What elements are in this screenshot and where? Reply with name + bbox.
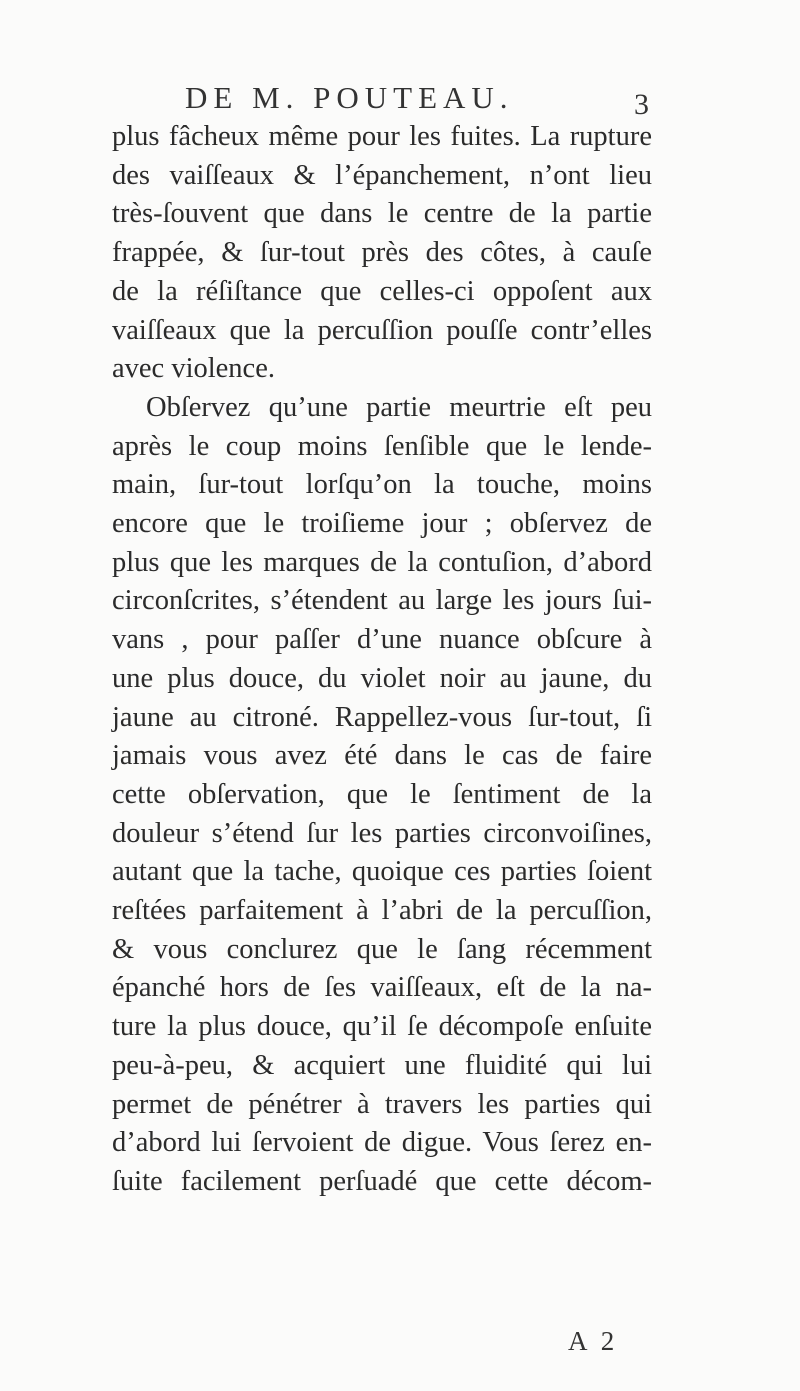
text-line: reſtées parfaitement à l’abri de la percuſſion,: [112, 895, 652, 927]
text-line: une plus douce, du violet noir au jaune, du: [112, 662, 652, 694]
text-line: vans , pour paſſer d’une nuance obſcure à: [112, 624, 652, 656]
text-line: ture la plus douce, qu’il ſe décompoſe enſuite: [112, 1011, 652, 1043]
text-line: de la réſiſtance que celles-ci oppoſent aux: [112, 275, 652, 307]
running-head: [185, 80, 615, 116]
text-line: très-ſouvent que dans le centre de la partie: [112, 198, 652, 230]
signature-mark: A 2: [568, 1326, 619, 1356]
body-text: [112, 118, 652, 1202]
text-line: jaune au citroné. Rappellez-vous ſur-tout, ſi: [112, 701, 652, 733]
page-number: 3: [634, 88, 649, 121]
text-line: plus que les marques de la contuſion, d’abord: [112, 546, 652, 578]
text-line: épanché hors de ſes vaiſſeaux, eſt de la na-: [112, 972, 652, 1004]
text-line: plus fâcheux même pour les fuites. La rupture: [112, 121, 652, 152]
text-line: peu-à-peu, & acquiert une fluidité qui lui: [112, 1049, 652, 1081]
text-line: ſuite facilement perſuadé que cette décom-: [112, 1165, 652, 1197]
text-line: Obſervez qu’une partie meurtrie eſt peu: [146, 391, 652, 423]
text-line: main, ſur-tout lorſqu’on la touche, moins: [112, 469, 652, 501]
text-line: vaiſſeaux que la percuſſion pouſſe contr’elles: [112, 314, 652, 346]
text-line: avec violence.: [112, 353, 275, 385]
text-line: d’abord lui ſervoient de digue. Vous ſerez en-: [112, 1127, 652, 1159]
text-line: autant que la tache, quoique ces parties ſoient: [112, 856, 652, 888]
text-line: des vaiſſeaux & l’épanchement, n’ont lieu: [112, 159, 652, 191]
text-line: cette obſervation, que le ſentiment de la: [112, 778, 652, 810]
text-line: circonſcrites, s’étendent au large les jours ſui-: [112, 585, 652, 617]
text-line: permet de pénétrer à travers les parties qui: [112, 1088, 652, 1120]
text-line: après le coup moins ſenſible que le lende-: [112, 430, 652, 462]
text-line: jamais vous avez été dans le cas de faire: [112, 740, 652, 772]
text-line: douleur s’étend ſur les parties circonvoiſines,: [112, 817, 652, 849]
running-title: DE M. POUTEAU.: [185, 80, 514, 115]
text-line: & vous conclurez que le ſang récemment: [112, 933, 652, 965]
text-line: encore que le troiſieme jour ; obſervez de: [112, 508, 652, 540]
text-line: frappée, & ſur-tout près des côtes, à cauſe: [112, 237, 652, 269]
